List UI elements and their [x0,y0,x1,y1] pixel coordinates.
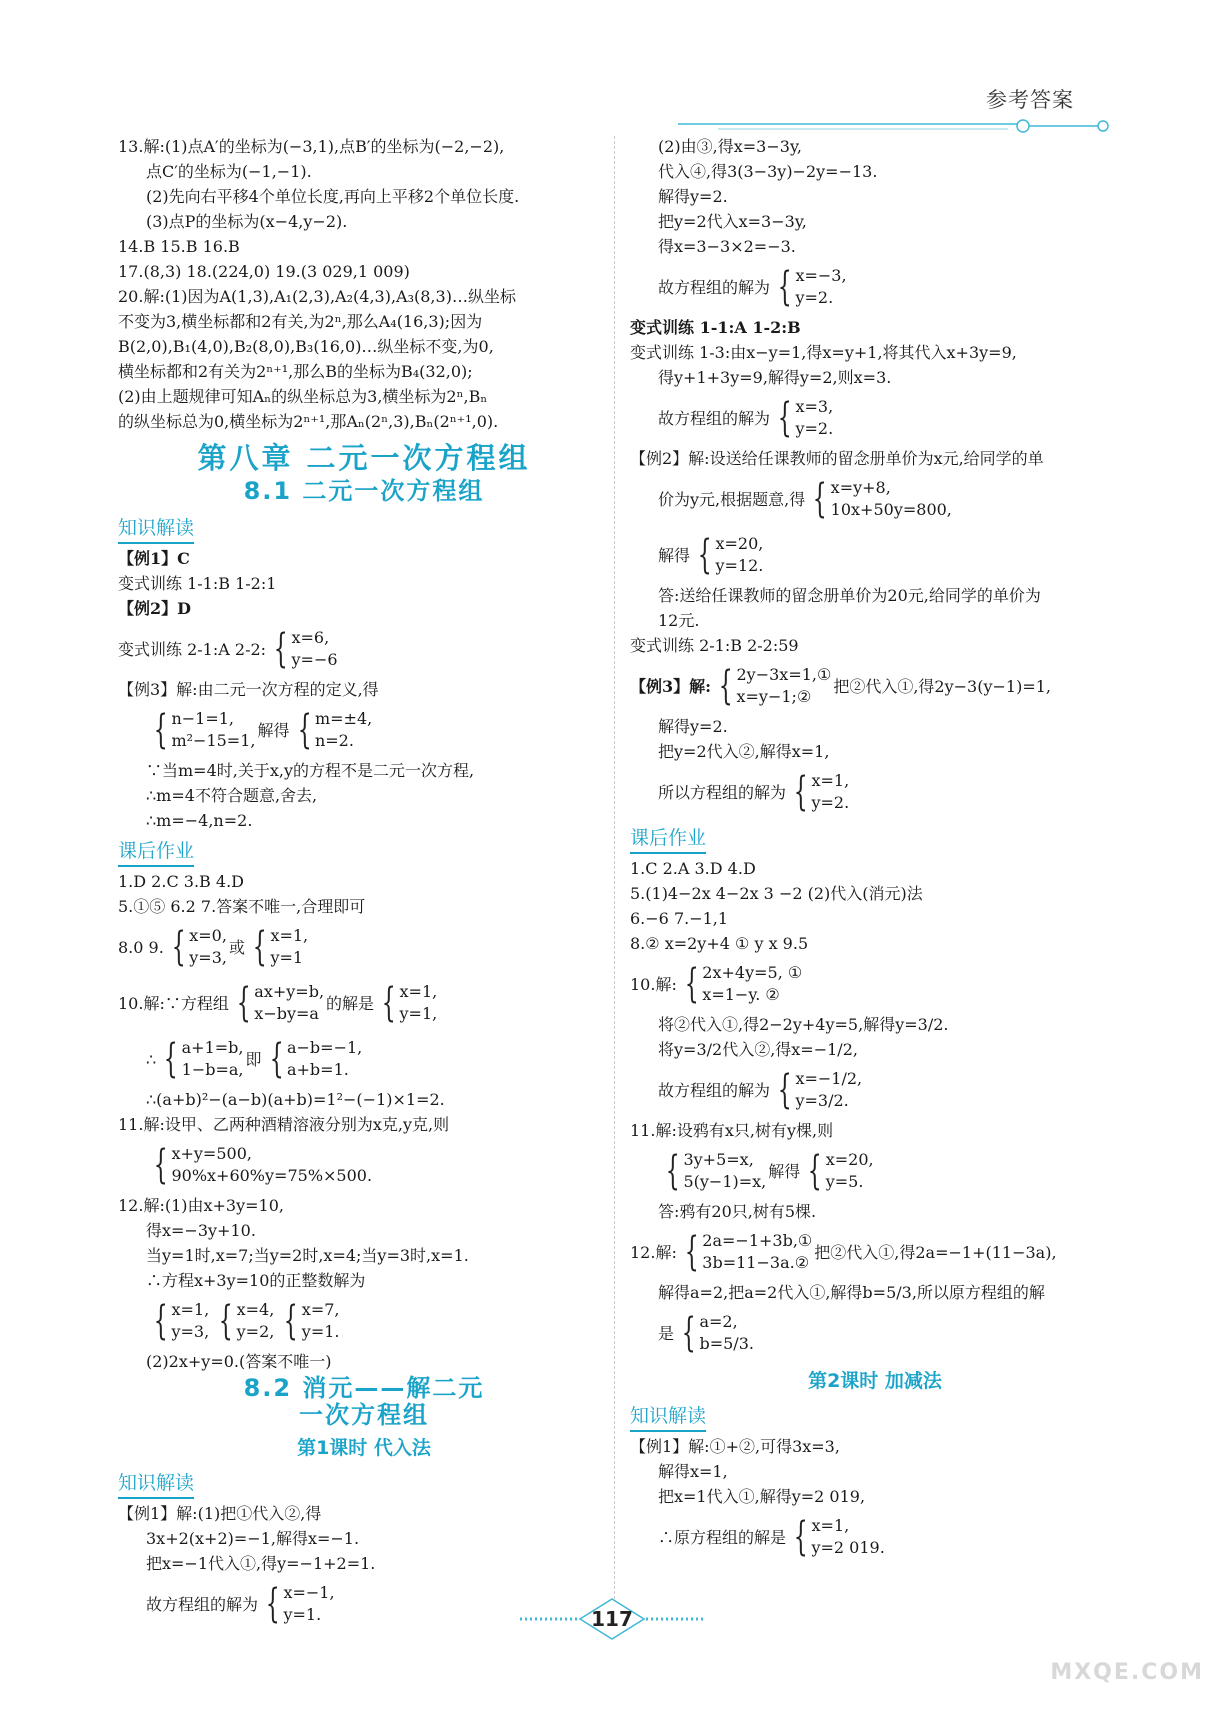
page-number: 117 [591,1607,633,1631]
text-line: 20.解:(1)因为A(1,3),A₁(2,3),A₂(4,3),A₃(8,3)…纵坐标 [118,287,516,306]
equation: x=20, [715,534,764,553]
text-line: 11.解:设鸦有x只,树有y棵,则 [630,1121,834,1140]
equation: 10x+50y=800, [830,500,952,519]
equation-row [118,919,610,975]
equation-row [118,1031,610,1087]
equation-system: { x=−1, y=1. [265,1581,335,1627]
equation: m²−15=1, [171,731,256,750]
text-line: 把x=−1代入①,得y=−1+2=1. [146,1554,376,1573]
text-line: 的纵坐标总为0,横坐标为2ⁿ⁺¹,那Aₙ(2ⁿ,3),Bₙ(2ⁿ⁺¹,0). [118,412,499,431]
text-line: 解得a=2,把a=2代入①,解得b=5/3,所以原方程组的解 [658,1283,1045,1302]
text-fragment: 解得 [768,1161,801,1181]
equation: y=3, [189,948,227,967]
equation-system: { x=20, y=12. [697,532,764,578]
text-fragment: 的解是 [326,993,375,1013]
equation-row [118,1137,610,1193]
text-fragment: 【例3】解: [630,676,712,696]
equation-system: { x=1, y=1, [381,980,438,1026]
text-line: 3x+2(x+2)=−1,解得x=−1. [146,1529,360,1548]
text-line: 12.解:(1)由x+3y=10, [118,1196,285,1215]
equation: n−1=1, [171,709,235,728]
equation: y=5. [825,1172,864,1191]
text-fragment: 故方程组的解为 [658,1080,771,1100]
equation: b=5/3. [699,1334,754,1353]
equation-system: { x=3, y=2. [777,395,834,441]
text-line: 1.D 2.C 3.B 4.D [118,872,244,891]
equation: 2a=−1+3b,① [702,1231,813,1250]
section-title-line2: 一次方程组 [299,1401,429,1429]
equation-system: { x=7, y=1. [284,1298,340,1344]
equation-system: { ax+y=b, x−by=a [236,980,325,1026]
left-column [118,134,610,1632]
equation: x+y=500, [171,1144,252,1163]
equation-row [630,764,1120,820]
equation-row [630,1143,1120,1199]
subsection-heading: 课后作业 [630,826,706,854]
text-line: 13.解:(1)点A′的坐标为(−3,1),点B′的坐标为(−2,−2), [118,137,505,156]
equation: x=7, [301,1300,340,1319]
equation: x=1, [171,1300,210,1319]
equation: x=3, [795,397,834,416]
text-fragment: 即 [245,1049,262,1069]
text-line: (2)2x+y=0.(答案不唯一) [146,1352,332,1371]
equation: 90%x+60%y=75%×500. [171,1166,373,1185]
text-fragment: 故方程组的解为 [146,1594,259,1614]
text-line: 解得y=2. [658,187,728,206]
text-line: 代入④,得3(3−3y)−2y=−13. [658,162,878,181]
text-line: 【例3】解:由二元一次方程的定义,得 [118,680,379,699]
text-fragment: 10.解: [630,974,677,994]
equation: y=1, [399,1004,438,1023]
equation-system: { x=0, y=3, [171,924,227,970]
equation-row [118,1293,610,1349]
equation: y=1. [301,1322,340,1341]
text-line: 解得x=1, [658,1462,728,1481]
text-fragment: ∴原方程组的解是 [658,1527,787,1547]
equation: y=3, [171,1322,210,1341]
equation: 2x+4y=5, ① [702,963,803,982]
equation: x=1−y. ② [702,985,780,1004]
equation-row [118,621,610,677]
header-decoration [678,118,1128,134]
equation: x=4, [236,1300,275,1319]
equation-row [630,471,1120,527]
equation: y=3/2. [795,1091,849,1110]
text-line: 不变为3,横坐标都和2有关,为2ⁿ,那么A₄(16,3);因为 [118,312,483,331]
equation-row [630,1305,1120,1361]
equation: y=2. [795,288,834,307]
equation-row [630,259,1120,315]
equation: x=1, [811,771,850,790]
equation-row [630,527,1120,583]
text-fragment: 把②代入①,得2a=−1+(11−3a), [814,1242,1057,1262]
text-line: 解得y=2. [658,717,728,736]
text-line: 6.−6 7.−1,1 [630,909,729,928]
equation: 3y+5=x, [683,1150,754,1169]
text-line: 12元. [658,611,700,630]
section-title: 8.2 消元——解二元 [243,1374,485,1402]
text-fragment: 8.0 9. [118,937,164,957]
equation: x=−1, [283,1583,335,1602]
equation: 2y−3x=1,① [736,665,832,684]
text-line: 变式训练 1-1:A 1-2:B [630,318,801,337]
equation-system: { a+1=b, 1−b=a, [163,1036,244,1082]
equation: x=0, [189,926,227,945]
equation: m=±4, [314,709,373,728]
text-fragment: 所以方程组的解为 [658,782,787,802]
equation-row [118,975,610,1031]
text-fragment: 或 [228,937,245,957]
equation: y=−6 [291,650,338,669]
text-line: B(2,0),B₁(4,0),B₂(8,0),B₃(16,0)…纵坐标不变,为0, [118,337,494,356]
equation: x=20, [825,1150,874,1169]
text-line: 【例2】D [118,599,192,618]
text-line: ∴m=−4,n=2. [146,811,253,830]
equation: y=2, [236,1322,275,1341]
text-fragment: 故方程组的解为 [658,277,771,297]
equation-system: { x=20, y=5. [808,1148,874,1194]
equation: y=1 [270,948,304,967]
equation: x=6, [291,628,330,647]
text-fragment: 故方程组的解为 [658,408,771,428]
equation-system: { 3y+5=x, 5(y−1)=x, [665,1148,767,1194]
equation: y=1. [283,1605,322,1624]
text-line: 11.解:设甲、乙两种酒精溶液分别为x克,y克,则 [118,1115,450,1134]
text-line: 1.C 2.A 3.D 4.D [630,859,756,878]
text-line: 把y=2代入x=3−3y, [658,212,807,231]
text-line: 变式训练 1-3:由x−y=1,得x=y+1,将其代入x+3y=9, [630,343,1017,362]
equation: x=y−1;② [736,687,812,706]
equation-system: { x=−1/2, y=3/2. [777,1067,863,1113]
equation-row [630,658,1120,714]
equation: x=1, [399,982,438,1001]
text-fragment: 变式训练 2-1:A 2-2: [118,639,267,659]
text-line: (2)由③,得x=3−3y, [658,137,802,156]
equation: ax+y=b, [254,982,325,1001]
section-title: 8.1 二元一次方程组 [243,477,485,505]
equation-system: { x=−3, y=2. [777,264,847,310]
equation-row [630,390,1120,446]
text-line: 当y=1时,x=7;当y=2时,x=4;当y=3时,x=1. [146,1246,469,1265]
equation-system: { x=1, y=3, [153,1298,210,1344]
equation-system: { m=±4, n=2. [297,707,373,753]
equation: y=12. [715,556,764,575]
text-line: 把x=1代入①,解得y=2 019, [658,1487,866,1506]
equation: y=2. [811,793,850,812]
equation: y=2 019. [811,1538,885,1557]
lesson-title: 第1课时 代入法 [297,1437,431,1459]
equation-system: { x=1, y=1 [252,924,309,970]
text-line: 将y=3/2代入②,得x=−1/2, [658,1040,858,1059]
equation: a−b=−1, [286,1038,363,1057]
equation-system: { x=1, y=2 019. [793,1514,885,1560]
equation-system: { x+y=500, 90%x+60%y=75%×500. [153,1142,373,1188]
subsection-heading: 知识解读 [118,516,194,544]
header-title: 参考答案 [986,88,1074,112]
equation: a+b=1. [286,1060,349,1079]
equation-system: { 2y−3x=1,① x=y−1;② [718,663,832,709]
text-line: 【例1】解:(1)把①代入②,得 [118,1504,322,1523]
text-line: (2)先向右平移4个单位长度,再向上平移2个单位长度. [146,187,520,206]
text-fragment: 解得 [257,720,290,740]
equation: x=−3, [795,266,847,285]
equation-row [630,1224,1120,1280]
equation: x−by=a [254,1004,319,1023]
equation-system: { x=1, y=2. [793,769,850,815]
equation-system: { x=4, y=2, [218,1298,275,1344]
text-line: 8.② x=2y+4 ① y x 9.5 [630,934,809,953]
watermark: MXQE.COM [1050,1660,1204,1685]
subsection-heading: 知识解读 [118,1471,194,1499]
text-line: 17.(8,3) 18.(224,0) 19.(3 029,1 009) [118,262,410,281]
equation: x=1, [270,926,309,945]
equation-row [630,1062,1120,1118]
chapter-title: 第八章 二元一次方程组 [197,441,531,475]
equation: a+1=b, [181,1038,244,1057]
text-fragment: 价为y元,根据题意,得 [658,489,806,509]
text-line: 得x=−3y+10. [146,1221,256,1240]
text-line: (2)由上题规律可知Aₙ的纵坐标总为3,横坐标为2ⁿ,Bₙ [118,387,488,406]
equation-system: { x=y+8, 10x+50y=800, [812,476,952,522]
text-fragment: 是 [658,1323,675,1343]
text-line: ∴m=4不符合题意,舍去, [146,786,318,805]
column-divider [614,136,615,1614]
equation: n=2. [314,731,354,750]
text-fragment: 把②代入①,得2y−3(y−1)=1, [833,676,1052,696]
text-fragment: 12.解: [630,1242,677,1262]
equation-system: { n−1=1, m²−15=1, [153,707,256,753]
text-line: 得x=3−3×2=−3. [658,237,796,256]
equation-row [118,702,610,758]
text-fragment: ∴ [146,1049,157,1069]
text-line: 答:鸦有20只,树有5棵. [658,1202,817,1221]
text-line: 得y+1+3y=9,解得y=2,则x=3. [658,368,892,387]
right-column [630,134,1120,1565]
equation: y=2. [795,419,834,438]
text-line: 5.①⑤ 6.2 7.答案不唯一,合理即可 [118,897,366,916]
text-line: 点C′的坐标为(−1,−1). [146,162,312,181]
equation: x=1, [811,1516,850,1535]
text-line: 把y=2代入②,解得x=1, [658,742,830,761]
equation: x=y+8, [830,478,891,497]
text-line: 【例1】解:①+②,可得3x=3, [630,1437,840,1456]
equation-system: { x=6, y=−6 [273,626,338,672]
equation: a=2, [699,1312,738,1331]
text-line: 答:送给任课教师的留念册单价为20元,给同学的单价为 [658,586,1041,605]
equation: 3b=11−3a.② [702,1253,810,1272]
equation-system: { 2a=−1+3b,① 3b=11−3a.② [684,1229,813,1275]
equation-system: { a−b=−1, a+b=1. [269,1036,363,1082]
equation-system: { a=2, b=5/3. [681,1310,754,1356]
subsection-heading: 课后作业 [118,839,194,867]
text-line: 14.B 15.B 16.B [118,237,240,256]
text-line: ∵当m=4时,关于x,y的方程不是二元一次方程, [146,761,475,780]
equation-row [630,1509,1120,1565]
text-line: 【例1】C [118,549,190,568]
lesson-title: 第2课时 加减法 [808,1370,942,1392]
text-line: 5.(1)4−2x 4−2x 3 −2 (2)代入(消元)法 [630,884,923,903]
text-line: ∴方程x+3y=10的正整数解为 [146,1271,366,1290]
text-line: (3)点P的坐标为(x−4,y−2). [146,212,348,231]
equation: 5(y−1)=x, [683,1172,767,1191]
text-fragment: 解得 [658,545,691,565]
equation-system: { 2x+4y=5, ① x=1−y. ② [684,961,803,1007]
subsection-heading: 知识解读 [630,1404,706,1432]
text-line: 横坐标都和2有关为2ⁿ⁺¹,那么B的坐标为B₄(32,0); [118,362,473,381]
equation: 1−b=a, [181,1060,244,1079]
text-fragment: 10.解:∵方程组 [118,993,229,1013]
text-line: 变式训练 1-1:B 1-2:1 [118,574,277,593]
text-line: 将②代入①,得2−2y+4y=5,解得y=3/2. [658,1015,949,1034]
equation: x=−1/2, [795,1069,863,1088]
equation-row [630,956,1120,1012]
text-line: 变式训练 2-1:B 2-2:59 [630,636,799,655]
text-line: ∴(a+b)²−(a−b)(a+b)=1²−(−1)×1=2. [146,1090,445,1109]
text-line: 【例2】解:设送给任课教师的留念册单价为x元,给同学的单 [630,449,1044,468]
